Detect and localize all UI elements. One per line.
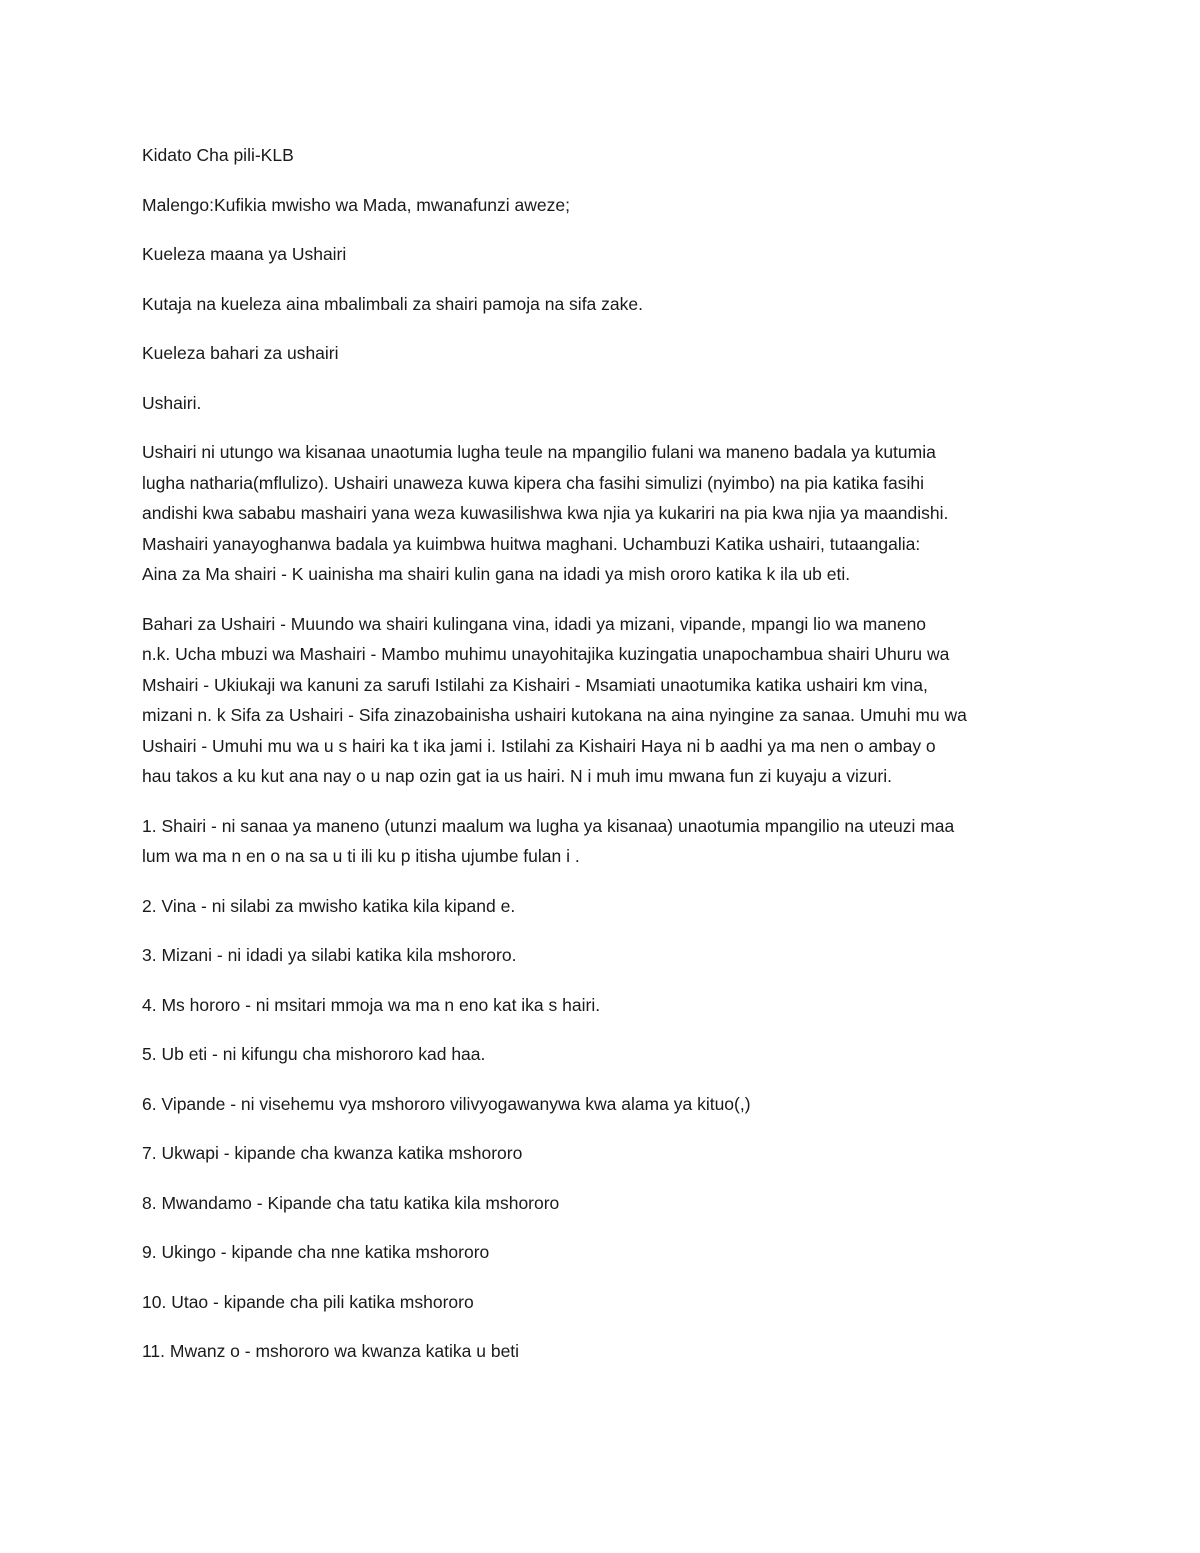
paragraph-line: Mshairi - Ukiukaji wa kanuni za sarufi Istilahi za Kishairi - Msamiati unaotumika katika ushairi km vina, [142,674,928,695]
definition-item: 10. Utao - kipande cha pili katika mshororo [142,1291,474,1312]
paragraph-line: hau takos a ku kut ana nay o u nap ozin gat ia us hairi. N i muh imu mwana fun zi kuyaju a vizuri. [142,766,892,786]
paragraph-line: andishi kwa sababu mashairi yana weza kuwasilishwa kwa njia ya kukariri na pia kwa njia ya maandishi. [142,503,949,523]
definition-item: 9. Ukingo - kipande cha nne katika mshororo [142,1242,490,1262]
definition-line: lum wa ma n en o na sa u ti ili ku p itisha ujumbe fulan i . [142,846,580,866]
definition-item: 6. Vipande - ni visehemu vya mshororo vilivyogawanywa kwa alama ya kituo(,) [142,1093,751,1114]
objectives-intro: Malengo:Kufikia mwisho wa Mada, mwanafunzi aweze; [142,194,570,215]
definition-item: 8. Mwandamo - Kipande cha tatu katika kila mshororo [142,1192,560,1213]
definition-line: 1. Shairi - ni sanaa ya maneno (utunzi maalum wa lugha ya kisanaa) unaotumia mpangilio na uteuzi maa [142,815,955,836]
paragraph-line: Bahari za Ushairi - Muundo wa shairi kulingana vina, idadi ya mizani, vipande, mpangi lio wa maneno [142,613,927,634]
definition-item: 11. Mwanz o - mshororo wa kwanza katika u beti [142,1341,520,1361]
paragraph-line: Mashairi yanayoghanwa badala ya kuimbwa huitwa maghani. Uchambuzi Katika ushairi, tutaangalia: [142,533,921,554]
paragraph-bahari [142,609,1062,792]
document-title: Kidato Cha pili-KLB [142,145,294,165]
definition-item: 3. Mizani - ni idadi ya silabi katika kila mshororo. [142,945,517,965]
paragraph-ushairi-definition [142,437,1062,590]
paragraph-line: mizani n. k Sifa za Ushairi - Sifa zinazobainisha ushairi kutokana na aina nyingine za sanaa. Umuhi mu wa [142,705,967,725]
paragraph-line: Ushairi ni utungo wa kisanaa unaotumia lugha teule na mpangilio fulani wa maneno badala ya kutumia [142,442,936,462]
definition-item: 7. Ukwapi - kipande cha kwanza katika mshororo [142,1143,523,1163]
definition-item: 2. Vina - ni silabi za mwisho katika kila kipand e. [142,895,516,916]
definition-item: 4. Ms hororo - ni msitari mmoja wa ma n eno kat ika s hairi. [142,994,601,1015]
objective-item: Kueleza maana ya Ushairi [142,244,347,264]
definition-item: 5. Ub eti - ni kifungu cha mishororo kad haa. [142,1044,486,1064]
objective-item: Kueleza bahari za ushairi [142,343,339,363]
paragraph-line: Ushairi - Umuhi mu wa u s hairi ka t ika jami i. Istilahi za Kishairi Haya ni b aadhi ya ma nen o ambay o [142,735,936,756]
paragraph-line: lugha natharia(mflulizo). Ushairi unaweza kuwa kipera cha fasihi simulizi (nyimbo) na pia katika fasihi [142,472,925,493]
section-heading: Ushairi. [142,392,202,413]
paragraph-line: Aina za Ma shairi - K uainisha ma shairi kulin gana na idadi ya mish ororo katika k ila ub eti. [142,564,851,584]
paragraph-line: n.k. Ucha mbuzi wa Mashairi - Mambo muhimu unayohitajika kuzingatia unapochambua shairi Uhuru wa [142,644,950,664]
definition-item [142,811,1062,872]
objective-item: Kutaja na kueleza aina mbalimbali za shairi pamoja na sifa zake. [142,293,643,314]
document-body [142,140,1062,1386]
